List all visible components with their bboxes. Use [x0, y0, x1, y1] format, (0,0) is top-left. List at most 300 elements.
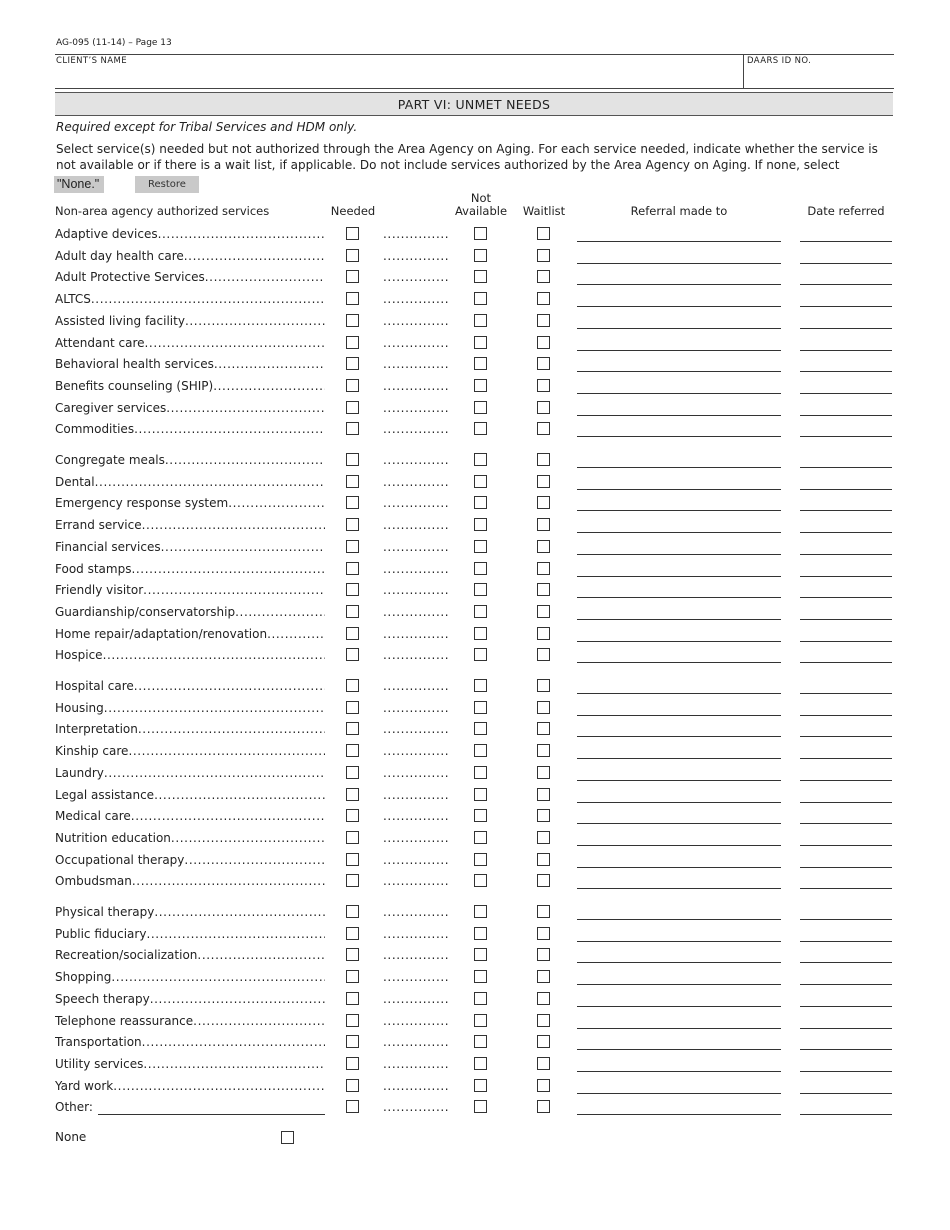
not-available-checkbox[interactable] — [474, 970, 487, 983]
date-referred-field[interactable] — [800, 393, 892, 394]
service-name: Hospital care — [55, 679, 134, 693]
waitlist-checkbox[interactable] — [537, 648, 550, 661]
service-label — [55, 453, 325, 467]
needed-checkbox[interactable] — [346, 314, 359, 327]
referral-field[interactable] — [577, 758, 781, 759]
needed-checkbox[interactable] — [346, 627, 359, 640]
service-label — [55, 562, 325, 576]
waitlist-checkbox[interactable] — [537, 227, 550, 240]
leader-dots — [143, 583, 325, 597]
daars-id-label: DAARS ID NO. — [747, 56, 812, 66]
not-available-checkbox[interactable] — [474, 874, 487, 887]
waitlist-checkbox[interactable] — [537, 1014, 550, 1027]
referral-field[interactable] — [577, 984, 781, 985]
leader-dots — [184, 249, 325, 263]
date-referred-field[interactable] — [800, 284, 892, 285]
not-available-checkbox[interactable] — [474, 627, 487, 640]
date-referred-field[interactable] — [800, 736, 892, 737]
date-referred-field[interactable] — [800, 1114, 892, 1115]
leader-dots — [383, 401, 449, 415]
waitlist-checkbox[interactable] — [537, 831, 550, 844]
leader-dots — [134, 422, 325, 436]
date-referred-field[interactable] — [800, 263, 892, 264]
referral-field[interactable] — [577, 328, 781, 329]
service-label — [55, 927, 325, 941]
waitlist-checkbox[interactable] — [537, 905, 550, 918]
referral-field[interactable] — [577, 393, 781, 394]
date-referred-field[interactable] — [800, 1049, 892, 1050]
waitlist-checkbox[interactable] — [537, 701, 550, 714]
date-referred-field[interactable] — [800, 845, 892, 846]
not-available-checkbox[interactable] — [474, 453, 487, 466]
service-label — [55, 809, 325, 823]
not-available-checkbox[interactable] — [474, 948, 487, 961]
table-row — [0, 473, 950, 493]
needed-checkbox[interactable] — [346, 927, 359, 940]
needed-checkbox[interactable] — [346, 1079, 359, 1092]
leader-dots — [383, 496, 449, 510]
needed-checkbox[interactable] — [346, 679, 359, 692]
date-referred-field[interactable] — [800, 1093, 892, 1094]
not-available-checkbox[interactable] — [474, 562, 487, 575]
waitlist-checkbox[interactable] — [537, 292, 550, 305]
needed-checkbox[interactable] — [346, 948, 359, 961]
referral-field[interactable] — [577, 436, 781, 437]
leader-dots — [383, 270, 449, 284]
not-available-checkbox[interactable] — [474, 853, 487, 866]
service-label — [55, 379, 325, 393]
none-field[interactable]: "None." — [54, 176, 104, 193]
not-available-checkbox[interactable] — [474, 314, 487, 327]
waitlist-checkbox[interactable] — [537, 1100, 550, 1113]
date-referred-field[interactable] — [800, 371, 892, 372]
needed-checkbox[interactable] — [346, 648, 359, 661]
waitlist-checkbox[interactable] — [537, 853, 550, 866]
date-referred-field[interactable] — [800, 241, 892, 242]
service-name: Adult Protective Services — [55, 270, 205, 285]
service-label — [55, 831, 325, 845]
waitlist-checkbox[interactable] — [537, 336, 550, 349]
waitlist-checkbox[interactable] — [537, 1035, 550, 1048]
not-available-checkbox[interactable] — [474, 292, 487, 305]
not-available-checkbox[interactable] — [474, 648, 487, 661]
date-referred-field[interactable] — [800, 888, 892, 889]
service-label — [55, 475, 325, 489]
not-available-checkbox[interactable] — [474, 744, 487, 757]
not-available-checkbox[interactable] — [474, 583, 487, 596]
waitlist-checkbox[interactable] — [537, 970, 550, 983]
service-label — [55, 1079, 325, 1093]
needed-checkbox[interactable] — [346, 874, 359, 887]
waitlist-checkbox[interactable] — [537, 874, 550, 887]
not-available-checkbox[interactable] — [474, 1014, 487, 1027]
service-label — [55, 422, 325, 436]
service-label — [55, 648, 325, 662]
waitlist-checkbox[interactable] — [537, 1057, 550, 1070]
not-available-checkbox[interactable] — [474, 722, 487, 735]
table-row — [0, 807, 950, 827]
service-name: Physical therapy — [55, 905, 155, 919]
date-referred-field[interactable] — [800, 467, 892, 468]
leader-dots — [91, 292, 325, 306]
service-label — [55, 701, 325, 715]
referral-field[interactable] — [577, 888, 781, 889]
not-available-checkbox[interactable] — [474, 249, 487, 262]
date-referred-field[interactable] — [800, 1071, 892, 1072]
leader-dots — [142, 1035, 325, 1049]
waitlist-checkbox[interactable] — [537, 627, 550, 640]
service-name: Interpretation — [55, 722, 138, 737]
leader-dots — [383, 583, 449, 597]
referral-field[interactable] — [577, 532, 781, 533]
not-available-checkbox[interactable] — [474, 905, 487, 918]
service-name: Telephone reassurance — [55, 1013, 194, 1028]
needed-checkbox[interactable] — [346, 744, 359, 757]
date-referred-field[interactable] — [800, 576, 892, 577]
not-available-checkbox[interactable] — [474, 227, 487, 240]
not-available-checkbox[interactable] — [474, 809, 487, 822]
date-referred-field[interactable] — [800, 532, 892, 533]
needed-checkbox[interactable] — [346, 970, 359, 983]
referral-field[interactable] — [577, 1093, 781, 1094]
table-row — [0, 420, 950, 440]
date-referred-field[interactable] — [800, 641, 892, 642]
referral-field[interactable] — [577, 919, 781, 920]
leader-dots — [383, 1100, 449, 1114]
referral-field[interactable] — [577, 1049, 781, 1050]
service-name: Emergency response system — [55, 496, 229, 511]
referral-field[interactable] — [577, 867, 781, 868]
needed-checkbox[interactable] — [346, 1035, 359, 1048]
instructions: Select service(s) needed but not authorized through the Area Agency on Aging. For each service needed, indicate whether the service is not available or if there is a wait list, if applicable. Do not include services authorized by the Area Agency on Aging. If none, select — [56, 142, 878, 172]
needed-checkbox[interactable] — [346, 583, 359, 596]
leader-dots — [267, 627, 325, 641]
waitlist-checkbox[interactable] — [537, 1079, 550, 1092]
not-available-checkbox[interactable] — [474, 1057, 487, 1070]
none-checkbox[interactable] — [281, 1131, 294, 1144]
date-referred-field[interactable] — [800, 962, 892, 963]
not-available-checkbox[interactable] — [474, 766, 487, 779]
needed-checkbox[interactable] — [346, 701, 359, 714]
referral-field[interactable] — [577, 371, 781, 372]
table-row — [0, 829, 950, 849]
not-available-checkbox[interactable] — [474, 401, 487, 414]
needed-checkbox[interactable] — [346, 249, 359, 262]
service-name: Yard work — [55, 1078, 114, 1093]
service-name: Assisted living facility — [55, 313, 185, 328]
leader-dots — [197, 948, 325, 962]
needed-checkbox[interactable] — [346, 1100, 359, 1113]
leader-dots — [146, 927, 325, 941]
needed-checkbox[interactable] — [346, 605, 359, 618]
needed-checkbox[interactable] — [346, 1014, 359, 1027]
referral-field[interactable] — [577, 510, 781, 511]
not-available-checkbox[interactable] — [474, 831, 487, 844]
needed-checkbox[interactable] — [346, 905, 359, 918]
referral-field[interactable] — [577, 263, 781, 264]
leader-dots — [383, 1057, 449, 1071]
service-name: Speech therapy — [55, 991, 150, 1006]
service-name: Benefits counseling (SHIP) — [55, 378, 214, 393]
date-referred-field[interactable] — [800, 941, 892, 942]
needed-checkbox[interactable] — [346, 518, 359, 531]
referral-field[interactable] — [577, 415, 781, 416]
waitlist-checkbox[interactable] — [537, 744, 550, 757]
service-label — [55, 970, 325, 984]
not-available-checkbox[interactable] — [474, 605, 487, 618]
waitlist-checkbox[interactable] — [537, 401, 550, 414]
not-available-checkbox[interactable] — [474, 992, 487, 1005]
service-label — [55, 336, 325, 350]
service-label — [55, 227, 325, 241]
col-referral: Referral made to — [630, 204, 728, 218]
leader-dots — [383, 1035, 449, 1049]
leader-dots — [383, 853, 449, 867]
leader-dots — [383, 453, 449, 467]
waitlist-checkbox[interactable] — [537, 518, 550, 531]
leader-dots — [383, 540, 449, 554]
date-referred-field[interactable] — [800, 1028, 892, 1029]
leader-dots — [184, 853, 325, 867]
referral-field[interactable] — [577, 802, 781, 803]
date-referred-field[interactable] — [800, 554, 892, 555]
needed-checkbox[interactable] — [346, 853, 359, 866]
header-bottom-rule — [55, 88, 894, 89]
leader-dots — [165, 453, 325, 467]
referral-field[interactable] — [577, 1071, 781, 1072]
date-referred-field[interactable] — [800, 350, 892, 351]
needed-checkbox[interactable] — [346, 227, 359, 240]
needed-checkbox[interactable] — [346, 422, 359, 435]
date-referred-field[interactable] — [800, 1006, 892, 1007]
other-service-field[interactable] — [98, 1114, 325, 1115]
not-available-checkbox[interactable] — [474, 336, 487, 349]
needed-checkbox[interactable] — [346, 540, 359, 553]
table-row — [0, 968, 950, 988]
date-referred-field[interactable] — [800, 867, 892, 868]
service-name: Financial services — [55, 539, 161, 554]
waitlist-checkbox[interactable] — [537, 992, 550, 1005]
service-name: Guardianship/conservatorship — [55, 604, 236, 619]
referral-field[interactable] — [577, 554, 781, 555]
leader-dots — [214, 357, 325, 371]
referral-field[interactable] — [577, 489, 781, 490]
not-available-checkbox[interactable] — [474, 927, 487, 940]
waitlist-checkbox[interactable] — [537, 453, 550, 466]
not-available-checkbox[interactable] — [474, 1079, 487, 1092]
referral-field[interactable] — [577, 1028, 781, 1029]
date-referred-field[interactable] — [800, 693, 892, 694]
leader-dots — [193, 1014, 325, 1028]
leader-dots — [132, 874, 325, 888]
date-referred-field[interactable] — [800, 780, 892, 781]
not-available-checkbox[interactable] — [474, 357, 487, 370]
table-row — [0, 451, 950, 471]
service-label — [55, 679, 325, 693]
needed-checkbox[interactable] — [346, 562, 359, 575]
daars-id-field[interactable] — [747, 68, 891, 86]
date-referred-field[interactable] — [800, 715, 892, 716]
waitlist-checkbox[interactable] — [537, 788, 550, 801]
referral-field[interactable] — [577, 662, 781, 663]
date-referred-field[interactable] — [800, 328, 892, 329]
service-label: Other: — [55, 1100, 93, 1115]
not-available-checkbox[interactable] — [474, 475, 487, 488]
waitlist-checkbox[interactable] — [537, 605, 550, 618]
leader-dots — [134, 679, 325, 693]
referral-field[interactable] — [577, 467, 781, 468]
waitlist-checkbox[interactable] — [537, 270, 550, 283]
waitlist-checkbox[interactable] — [537, 766, 550, 779]
not-available-checkbox[interactable] — [474, 701, 487, 714]
waitlist-checkbox[interactable] — [537, 496, 550, 509]
needed-checkbox[interactable] — [346, 270, 359, 283]
col-needed: Needed — [330, 204, 376, 218]
referral-field[interactable] — [577, 597, 781, 598]
needed-checkbox[interactable] — [346, 475, 359, 488]
not-available-checkbox[interactable] — [474, 788, 487, 801]
leader-dots — [383, 336, 449, 350]
restore-button[interactable]: Restore — [135, 176, 199, 193]
not-available-checkbox[interactable] — [474, 270, 487, 283]
leader-dots — [154, 788, 325, 802]
needed-checkbox[interactable] — [346, 992, 359, 1005]
service-name: Legal assistance — [55, 787, 155, 802]
leader-dots — [166, 401, 325, 415]
waitlist-checkbox[interactable] — [537, 927, 550, 940]
waitlist-checkbox[interactable] — [537, 540, 550, 553]
date-referred-field[interactable] — [800, 984, 892, 985]
referral-field[interactable] — [577, 350, 781, 351]
referral-field[interactable] — [577, 715, 781, 716]
service-label — [55, 270, 325, 284]
not-available-checkbox[interactable] — [474, 540, 487, 553]
waitlist-checkbox[interactable] — [537, 357, 550, 370]
needed-checkbox[interactable] — [346, 722, 359, 735]
waitlist-checkbox[interactable] — [537, 379, 550, 392]
needed-checkbox[interactable] — [346, 453, 359, 466]
referral-field[interactable] — [577, 1006, 781, 1007]
needed-checkbox[interactable] — [346, 831, 359, 844]
referral-field[interactable] — [577, 306, 781, 307]
leader-dots — [104, 766, 325, 780]
date-referred-field[interactable] — [800, 802, 892, 803]
service-name: ALTCS — [55, 292, 91, 307]
service-label — [55, 766, 325, 780]
not-available-checkbox[interactable] — [474, 1035, 487, 1048]
needed-checkbox[interactable] — [346, 401, 359, 414]
referral-field[interactable] — [577, 576, 781, 577]
table-row — [0, 581, 950, 601]
referral-field[interactable] — [577, 780, 781, 781]
service-name: Shopping — [55, 970, 112, 985]
date-referred-field[interactable] — [800, 597, 892, 598]
date-referred-field[interactable] — [800, 306, 892, 307]
leader-dots — [383, 605, 449, 619]
not-available-checkbox[interactable] — [474, 496, 487, 509]
date-referred-field[interactable] — [800, 619, 892, 620]
referral-field[interactable] — [577, 962, 781, 963]
waitlist-checkbox[interactable] — [537, 948, 550, 961]
date-referred-field[interactable] — [800, 436, 892, 437]
date-referred-field[interactable] — [800, 489, 892, 490]
needed-checkbox[interactable] — [346, 809, 359, 822]
referral-field[interactable] — [577, 736, 781, 737]
not-available-checkbox[interactable] — [474, 518, 487, 531]
leader-dots — [213, 379, 325, 393]
date-referred-field[interactable] — [800, 823, 892, 824]
referral-field[interactable] — [577, 941, 781, 942]
not-available-checkbox[interactable] — [474, 1100, 487, 1113]
needed-checkbox[interactable] — [346, 766, 359, 779]
table-row — [0, 290, 950, 310]
needed-checkbox[interactable] — [346, 496, 359, 509]
leader-dots — [383, 249, 449, 263]
service-name: Commodities — [55, 422, 135, 437]
table-row — [0, 990, 950, 1010]
date-referred-field[interactable] — [800, 662, 892, 663]
client-name-field[interactable] — [58, 68, 738, 86]
not-available-checkbox[interactable] — [474, 379, 487, 392]
service-label — [55, 905, 325, 919]
waitlist-checkbox[interactable] — [537, 249, 550, 262]
date-referred-field[interactable] — [800, 415, 892, 416]
date-referred-field[interactable] — [800, 510, 892, 511]
needed-checkbox[interactable] — [346, 336, 359, 349]
needed-checkbox[interactable] — [346, 357, 359, 370]
referral-field[interactable] — [577, 693, 781, 694]
waitlist-checkbox[interactable] — [537, 422, 550, 435]
referral-field[interactable] — [577, 845, 781, 846]
referral-field[interactable] — [577, 823, 781, 824]
table-row — [0, 851, 950, 871]
service-label — [55, 540, 325, 554]
referral-field[interactable] — [577, 241, 781, 242]
leader-dots — [154, 905, 325, 919]
referral-field[interactable] — [577, 1114, 781, 1115]
waitlist-checkbox[interactable] — [537, 475, 550, 488]
service-name: Transportation — [55, 1035, 142, 1050]
needed-checkbox[interactable] — [346, 1057, 359, 1070]
section-subtitle: Required except for Tribal Services and HDM only. — [56, 120, 358, 134]
waitlist-checkbox[interactable] — [537, 722, 550, 735]
waitlist-checkbox[interactable] — [537, 679, 550, 692]
not-available-checkbox[interactable] — [474, 679, 487, 692]
waitlist-checkbox[interactable] — [537, 809, 550, 822]
referral-field[interactable] — [577, 641, 781, 642]
waitlist-checkbox[interactable] — [537, 314, 550, 327]
leader-dots — [235, 605, 325, 619]
needed-checkbox[interactable] — [346, 379, 359, 392]
waitlist-checkbox[interactable] — [537, 583, 550, 596]
needed-checkbox[interactable] — [346, 788, 359, 801]
service-label — [55, 874, 325, 888]
table-row — [0, 247, 950, 267]
table-row — [0, 312, 950, 332]
referral-field[interactable] — [577, 619, 781, 620]
needed-checkbox[interactable] — [346, 292, 359, 305]
date-referred-field[interactable] — [800, 758, 892, 759]
date-referred-field[interactable] — [800, 919, 892, 920]
service-label — [55, 1014, 325, 1028]
service-name: Food stamps — [55, 561, 132, 576]
leader-dots — [383, 701, 449, 715]
table-row — [0, 399, 950, 419]
waitlist-checkbox[interactable] — [537, 562, 550, 575]
referral-field[interactable] — [577, 284, 781, 285]
table-row — [0, 764, 950, 784]
not-available-checkbox[interactable] — [474, 422, 487, 435]
